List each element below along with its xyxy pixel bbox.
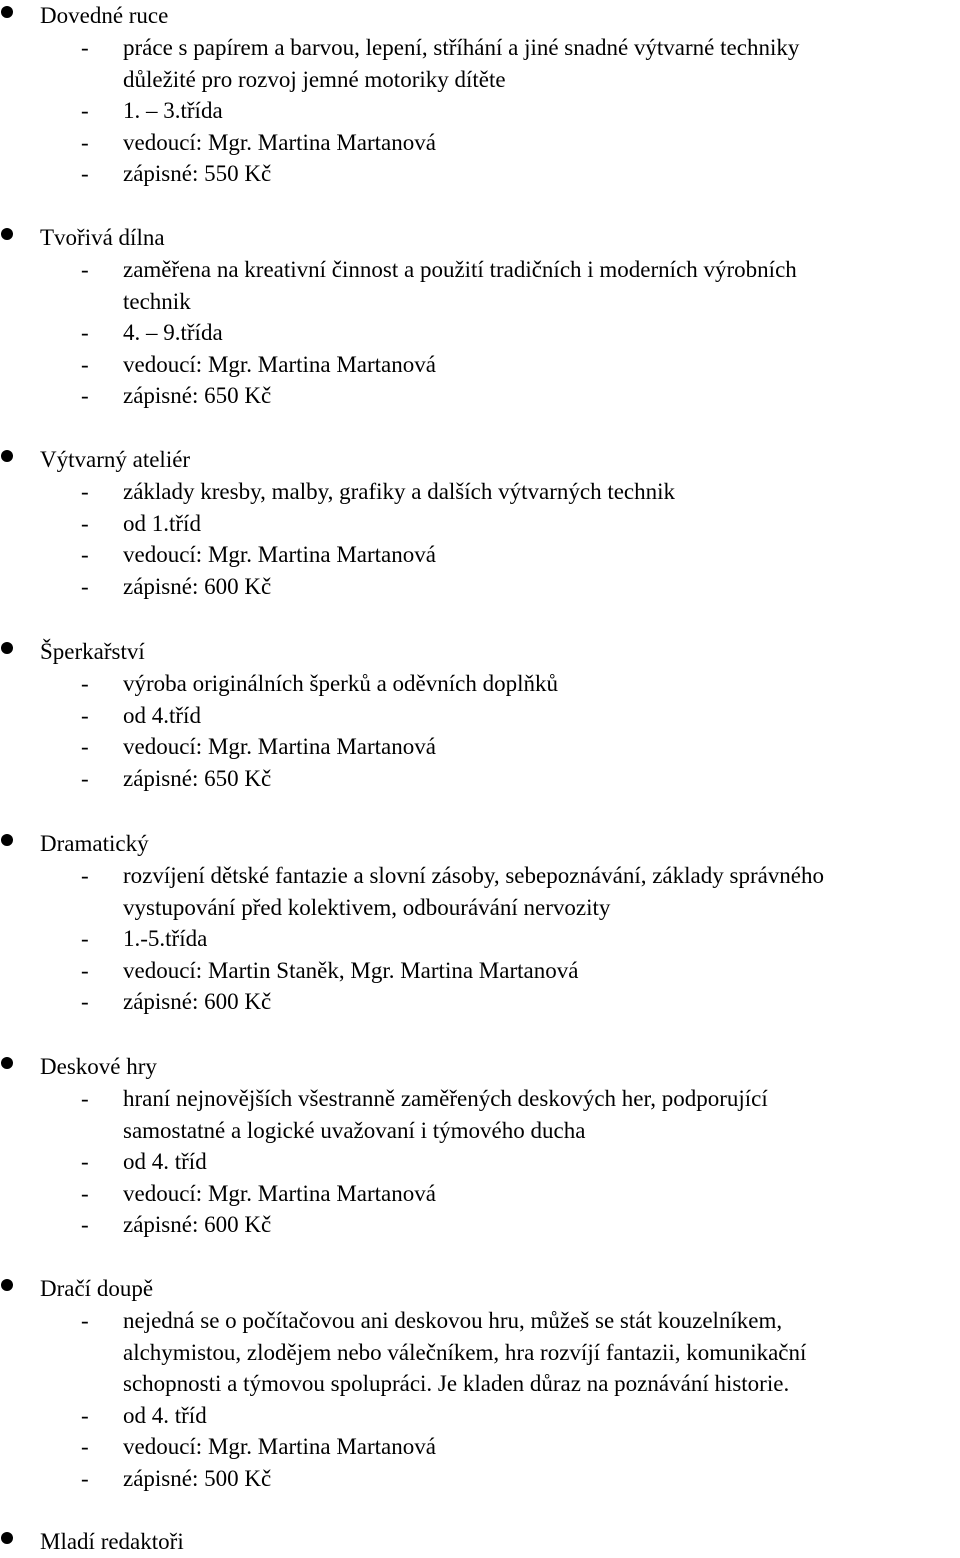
detail-text: vedoucí: Mgr. Martina Martanová [123, 351, 436, 377]
dash-marker: - [81, 1086, 89, 1111]
dash-marker: - [81, 1212, 89, 1237]
detail-text: vedoucí: Mgr. Martina Martanová [123, 734, 436, 759]
dash-marker: - [81, 989, 89, 1014]
section-title: Dračí doupě [40, 1276, 154, 1301]
dash-marker: - [81, 1465, 89, 1491]
dash-marker: - [81, 383, 89, 408]
section-title: Mladí redaktoři [40, 1529, 184, 1554]
detail-text: od 4. tříd [123, 1402, 207, 1428]
dash-marker: - [81, 863, 89, 888]
detail-text: zápisné: 550 Kč [123, 161, 272, 186]
detail-text: zápisné: 600 Kč [123, 1212, 272, 1237]
dash-marker: - [81, 671, 89, 696]
dash-marker: - [81, 479, 89, 504]
dash-marker: - [81, 98, 89, 123]
detail-text: zápisné: 650 Kč [123, 765, 272, 791]
dash-marker: - [81, 351, 89, 377]
dash-marker: - [81, 1180, 89, 1206]
dash-marker: - [81, 957, 89, 983]
detail-text: zápisné: 600 Kč [123, 989, 272, 1014]
detail-text: zápisné: 500 Kč [123, 1465, 272, 1491]
detail-text: nejedná se o počítačovou ani deskovou hru, můžeš se stát kouzelníkem, alchymistou, zlodějem nebo válečníkem, hra rozvíjí fantazii, komunikační schopnosti a týmovou spolupráci. Je kladen důraz na poznávání historie. [123, 1308, 807, 1396]
detail-text: od 1.tříd [123, 510, 201, 536]
bullet-icon [1, 1057, 13, 1069]
detail-text: vedoucí: Martin Staněk, Mgr. Martina Martanová [123, 957, 579, 983]
dash-marker: - [81, 734, 89, 759]
bullet-icon [1, 1279, 13, 1291]
bullet-icon [1, 6, 13, 18]
detail-text: zápisné: 600 Kč [123, 573, 272, 599]
bullet-icon [1, 642, 13, 654]
detail-text: od 4.tříd [123, 702, 201, 728]
detail-text: zaměřena na kreativní činnost a použití tradičních i moderních výrobních technik [123, 257, 797, 314]
section-title: Deskové hry [40, 1054, 157, 1079]
dash-marker: - [81, 1149, 89, 1174]
dash-marker: - [81, 1402, 89, 1428]
dash-marker: - [81, 765, 89, 791]
dash-marker: - [81, 573, 89, 599]
dash-marker: - [81, 542, 89, 567]
section-title: Šperkařství [40, 639, 145, 664]
detail-text: 1. – 3.třída [123, 98, 223, 123]
section-title: Tvořivá dílna [40, 225, 165, 250]
detail-text: vedoucí: Mgr. Martina Martanová [123, 1434, 436, 1459]
section-title: Výtvarný ateliér [40, 447, 191, 472]
section-title: Dramatický [40, 831, 149, 856]
bullet-icon [1, 228, 13, 240]
detail-text: vedoucí: Mgr. Martina Martanová [123, 129, 436, 155]
detail-text: zápisné: 650 Kč [123, 383, 272, 408]
detail-text: rozvíjení dětské fantazie a slovní zásoby, sebepoznávání, základy správného vystupování před kolektivem, odbourávání nervozity [123, 863, 825, 920]
bullet-icon [1, 450, 13, 462]
dash-marker: - [81, 1308, 89, 1333]
detail-text: 1.-5.třída [123, 926, 208, 951]
dash-marker: - [81, 161, 89, 186]
dash-marker: - [81, 926, 89, 951]
section-title: Dovedné ruce [40, 3, 169, 28]
bullet-icon [1, 1532, 13, 1544]
dash-marker: - [81, 129, 89, 155]
dash-marker: - [81, 257, 89, 282]
dash-marker: - [81, 702, 89, 728]
detail-text: výroba originálních šperků a oděvních doplňků [123, 671, 558, 696]
detail-text: vedoucí: Mgr. Martina Martanová [123, 1180, 436, 1206]
dash-marker: - [81, 35, 89, 60]
dash-marker: - [81, 320, 89, 345]
dash-marker: - [81, 510, 89, 536]
detail-text: od 4. tříd [123, 1149, 207, 1174]
detail-text: vedoucí: Mgr. Martina Martanová [123, 542, 436, 567]
detail-text: základy kresby, malby, grafiky a dalších výtvarných technik [123, 479, 676, 504]
dash-marker: - [81, 1434, 89, 1459]
detail-text: hraní nejnovějších všestranně zaměřených deskových her, podporující samostatné a logické uvažovaní i týmového ducha [123, 1086, 768, 1143]
bullet-icon [1, 834, 13, 846]
detail-text: práce s papírem a barvou, lepení, stříhání a jiné snadné výtvarné techniky důležité pro rozvoj jemné motoriky dítěte [123, 35, 800, 92]
detail-text: 4. – 9.třída [123, 320, 223, 345]
